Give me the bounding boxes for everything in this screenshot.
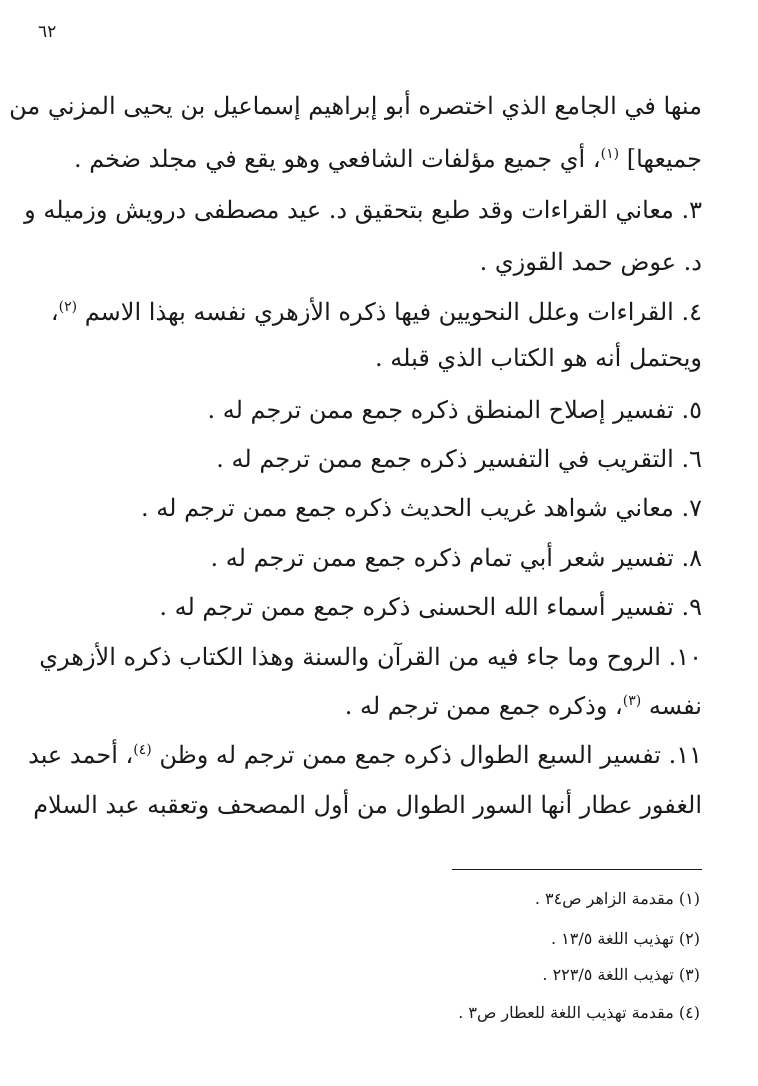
footnote-ref-1: (١) xyxy=(600,146,620,162)
footnote-4: (٤) مقدمة تهذيب اللغة للعطار ص٣ . xyxy=(458,1003,700,1022)
body-line-14-end: ، أحمد عبد xyxy=(28,741,134,769)
body-line-11: ٩. تفسير أسماء الله الحسنى ذكره جمع ممن ترجم له . xyxy=(159,593,702,621)
footnote-ref-2: (٢) xyxy=(58,299,78,315)
body-line-13 xyxy=(345,686,702,726)
body-line-8: ٦. التقريب في التفسير ذكره جمع ممن ترجم له . xyxy=(216,445,702,473)
body-line-6: ويحتمل أنه هو الكتاب الذي قبله . xyxy=(375,344,702,372)
footnote-ref-4: (٤) xyxy=(133,742,152,758)
body-line-2-start: جميعها] xyxy=(626,145,702,173)
footnote-3: (٣) تهذيب اللغة ٢٢٣/٥ . xyxy=(542,965,700,984)
body-line-13-end: ، وذكره جمع ممن ترجم له . xyxy=(344,692,623,720)
footnote-ref-3: (٣) xyxy=(622,693,642,709)
body-line-13-start: نفسه xyxy=(648,692,702,720)
body-line-7: ٥. تفسير إصلاح المنطق ذكره جمع ممن ترجم له . xyxy=(207,396,702,424)
footnote-separator xyxy=(452,869,702,870)
body-line-2 xyxy=(74,139,702,179)
body-line-5-end: ، xyxy=(50,298,59,326)
body-line-3: ٣. معاني القراءات وقد طبع بتحقيق د. عيد مصطفى درويش وزميله و xyxy=(24,196,702,224)
body-line-14 xyxy=(28,735,702,775)
body-line-15: الغفور عطار أنها السور الطوال من أول المصحف وتعقبه عبد السلام xyxy=(33,791,702,819)
footnote-2: (٢) تهذيب اللغة ١٣/٥ . xyxy=(551,929,700,948)
body-line-9: ٧. معاني شواهد غريب الحديث ذكره جمع ممن ترجم له . xyxy=(141,494,702,522)
body-line-2-end: ، أي جميع مؤلفات الشافعي وهو يقع في مجلد ضخم . xyxy=(73,145,601,173)
page-number: ٦٢ xyxy=(38,22,57,42)
body-line-12: ١٠. الروح وما جاء فيه من القرآن والسنة وهذا الكتاب ذكره الأزهري xyxy=(39,643,702,671)
body-line-5-start: ٤. القراءات وعلل النحويين فيها ذكره الأزهري نفسه بهذا الاسم xyxy=(84,298,702,326)
body-line-14-start: ١١. تفسير السبع الطوال ذكره جمع ممن ترجم له وظن xyxy=(159,741,702,769)
body-line-1: منها في الجامع الذي اختصره أبو إبراهيم إسماعيل بن يحيى المزني من xyxy=(9,92,702,120)
body-line-10: ٨. تفسير شعر أبي تمام ذكره جمع ممن ترجم له . xyxy=(210,544,702,572)
footnote-1: (١) مقدمة الزاهر ص٣٤ . xyxy=(534,889,700,908)
body-line-5 xyxy=(51,292,702,332)
body-line-4: د. عوض حمد القوزي . xyxy=(479,248,702,276)
